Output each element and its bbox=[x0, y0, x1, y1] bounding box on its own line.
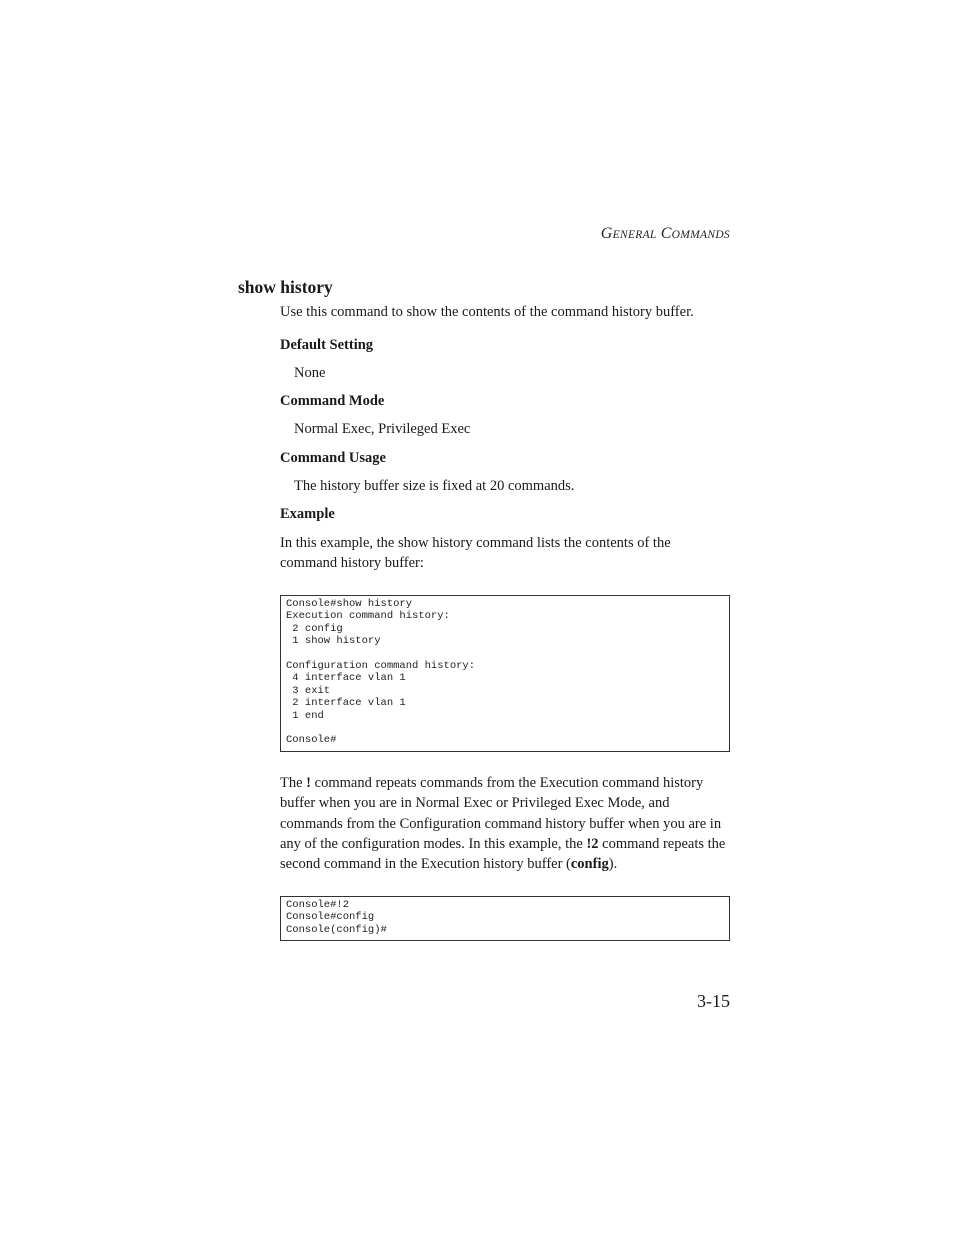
command-usage-label: Command Usage bbox=[280, 450, 386, 466]
command-mode-label: Command Mode bbox=[280, 393, 385, 409]
example-intro: In this example, the show history command lists the contents of the command history buffer: bbox=[280, 535, 671, 572]
config-command: config bbox=[570, 856, 609, 873]
bang-two-command: !2 bbox=[586, 835, 599, 852]
example2-code-block: Console#!2 Console#config Console(config)# bbox=[280, 896, 730, 941]
repeat-paragraph bbox=[280, 773, 732, 874]
running-header-initial-c: C bbox=[660, 225, 672, 242]
example-code-block: Console#show history Execution command history: 2 config 1 show history Configuration command history: 4 interface vlan 1 3 exit 2 interface vlan 1 1 end Console# bbox=[280, 595, 730, 752]
default-setting-value: None bbox=[294, 365, 326, 381]
bang-command: ! bbox=[306, 775, 312, 791]
section-description: Use this command to show the contents of the command history buffer. bbox=[280, 304, 694, 320]
running-header-initial-g: G bbox=[600, 225, 613, 242]
command-usage-value: The history buffer size is fixed at 20 commands. bbox=[294, 478, 575, 494]
example-label: Example bbox=[280, 506, 335, 522]
page-number: 3-15 bbox=[697, 991, 730, 1011]
running-header-eneral: ENERAL bbox=[612, 229, 657, 241]
running-header bbox=[601, 225, 730, 243]
section-title: show history bbox=[238, 277, 333, 297]
repeat-text-2: command repeats commands from the Execution command history buffer when you are in Normal Exec or Privileged Exec Mode, and commands from the Configuration command history buffer when you are in any of the configuration modes. In this example, the bbox=[280, 775, 722, 852]
command-mode-value: Normal Exec, Privileged Exec bbox=[294, 421, 471, 437]
repeat-text-4: ). bbox=[608, 856, 618, 873]
repeat-text-1: The bbox=[280, 775, 307, 791]
running-header-ommands: OMMANDS bbox=[671, 229, 730, 241]
default-setting-label: Default Setting bbox=[280, 337, 374, 353]
repeat-text-3: command repeats the second command in the Execution history buffer ( bbox=[280, 835, 726, 873]
